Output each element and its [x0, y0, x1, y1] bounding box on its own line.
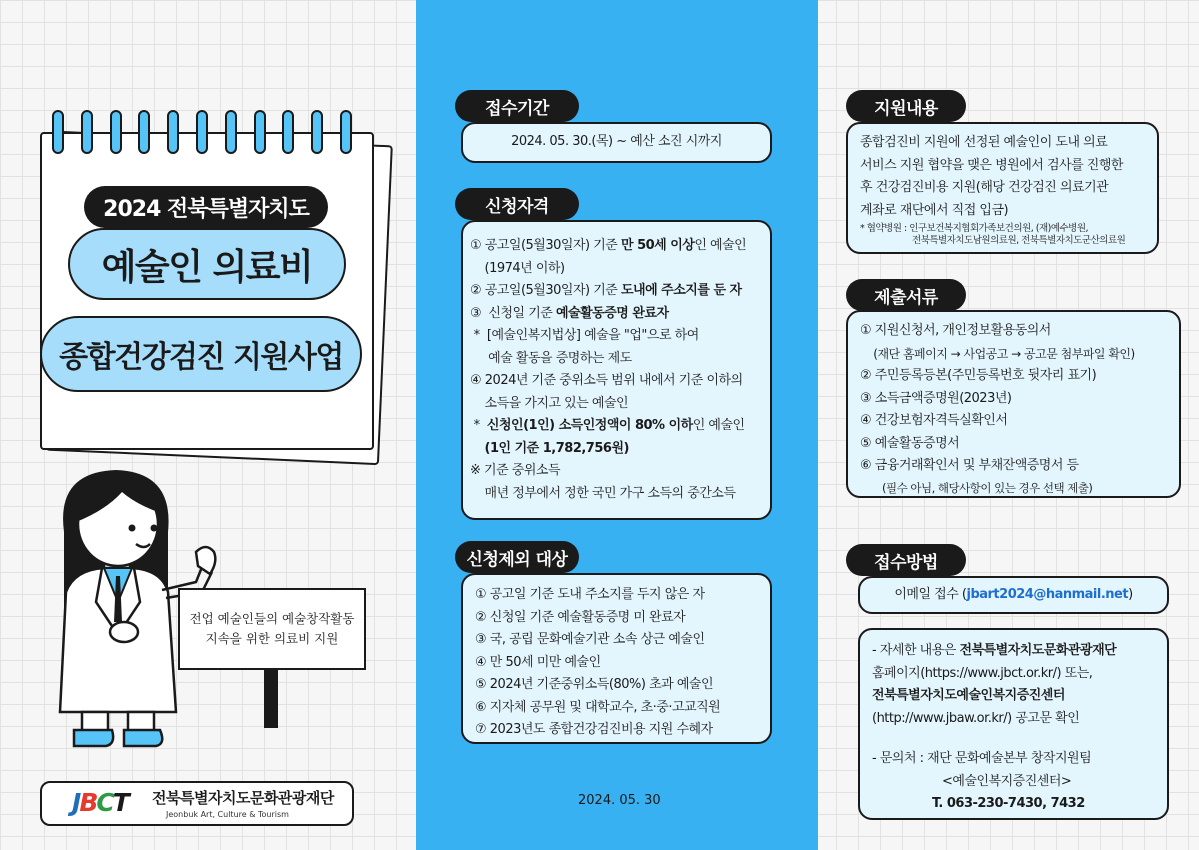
sign-line1: 전업 예술인들의 예술창작활동 [189, 611, 355, 626]
contact-center-name: 전북특별자치도예술인복지증진센터 [872, 688, 1065, 703]
reception-period-text: 2024. 05. 30.(목) ~ 예산 소진 시까지 [511, 134, 722, 150]
cover-title-line1: 예술인 의료비 [68, 228, 346, 300]
ring-icon [340, 110, 352, 154]
eligibility-text: ③ 신청일 기준 [470, 305, 556, 321]
support-header: 지원내용 [846, 90, 966, 122]
eligibility-text: * [470, 418, 487, 433]
exclusion-item: ⑦ 2023년도 종합건강검진비용 지원 수혜자 [475, 722, 713, 737]
eligibility-text: * [예술인복지법상] 예술을 "업"으로 하여 [470, 328, 699, 343]
method-header: 접수방법 [846, 544, 966, 576]
reception-period-box [461, 122, 772, 163]
calendar-rings [52, 110, 352, 156]
eligibility-text: (1974년 이하) [470, 260, 565, 276]
ring-icon [282, 110, 294, 154]
exclusion-item: ② 신청일 기준 예술활동증명 미 완료자 [475, 609, 686, 625]
eligibility-text: ④ 2024년 기준 중위소득 범위 내에서 기준 이하의 [470, 373, 743, 388]
eligibility-emphasis: 만 50세 이상 [620, 238, 695, 253]
support-box [846, 122, 1159, 254]
method-suffix: ) [1128, 586, 1133, 602]
exclusions-box [461, 573, 772, 744]
contact-line1-prefix: - 자세한 내용은 [872, 643, 960, 658]
document-item: ③ 소득금액증명원(2023년) [860, 390, 1012, 406]
organization-english-name: Jeonbuk Art, Culture & Tourism [166, 810, 289, 819]
documents-note: (필수 아님, 해당사항이 있는 경우 선택 제출) [882, 480, 1093, 495]
eligibility-line [470, 438, 770, 461]
eligibility-line [470, 348, 770, 371]
exclusion-item: ① 공고일 기준 도내 주소지를 두지 않은 자 [475, 587, 705, 602]
document-item: ⑤ 예술활동증명서 [860, 435, 960, 451]
eligibility-line [470, 325, 770, 348]
ring-icon [167, 110, 179, 154]
ring-icon [311, 110, 323, 154]
eligibility-text: 매년 정부에서 정한 국민 가구 소득의 중간소득 [470, 485, 736, 501]
eligibility-text: ※ 기준 중위소득 [470, 463, 561, 478]
support-line: 계좌로 재단에서 직접 입금) [860, 202, 1009, 218]
eligibility-line [470, 460, 770, 483]
ring-icon [81, 110, 93, 154]
method-email-link[interactable]: jbart2024@hanmail.net [966, 586, 1129, 602]
eligibility-line [470, 258, 770, 281]
ring-icon [110, 110, 122, 154]
exclusions-header: 신청제외 대상 [455, 541, 579, 573]
document-item: ② 주민등록등본(주민등록번호 뒷자리 표기) [860, 368, 1097, 383]
document-item: ④ 건강보험자격득실확인서 [860, 413, 1008, 428]
contact-inquiry: - 문의처 : 재단 문화예술본부 창작지원팀 [872, 751, 1092, 766]
document-item: ① 지원신청서, 개인정보활용동의서 [860, 323, 1051, 338]
eligibility-text [470, 441, 485, 456]
support-note1: * 협약병원 : 인구보건복지협회가족보건의원, (재)예수병원, [860, 223, 1089, 234]
contact-phone: T. 063-230-7430, 7432 [932, 796, 1085, 811]
exclusion-item: ⑥ 지자체 공무원 및 대학교수, 초·중·고교직원 [475, 699, 721, 715]
sign-board [178, 588, 366, 670]
contact-box [858, 628, 1169, 820]
ring-icon [254, 110, 266, 154]
eligibility-box [461, 220, 772, 520]
eligibility-text: ② 공고일(5월30일자) 기준 [470, 283, 621, 298]
ring-icon [196, 110, 208, 154]
eligibility-text: 소득을 가지고 있는 예술인 [470, 395, 629, 411]
exclusion-item: ③ 국, 공립 문화예술기관 소속 상근 예술인 [475, 632, 705, 647]
eligibility-line [470, 303, 770, 326]
document-item: ⑥ 금융거래확인서 및 부채잔액증명서 등 [860, 458, 1079, 473]
publication-date: 2024. 05. 30 [578, 793, 661, 808]
method-box [858, 576, 1169, 614]
eligibility-line [470, 483, 770, 506]
logo-mark-icon: JBCT [72, 788, 128, 817]
support-line: 종합검진비 지원에 선정된 예술인이 도내 의료 [860, 135, 1108, 150]
cover-title-line2: 종합건강검진 지원사업 [40, 316, 362, 392]
documents-header: 제출서류 [846, 279, 966, 311]
ring-icon [52, 110, 64, 154]
eligibility-emphasis: 신청인(1인) 소득인정액이 80% 이하 [486, 418, 693, 433]
eligibility-emphasis: 도내에 주소지를 둔 자 [620, 283, 742, 298]
contact-homepage[interactable]: 홈페이지(https://www.jbct.or.kr/) 또는, [872, 665, 1093, 681]
documents-box [846, 310, 1181, 498]
ring-icon [225, 110, 237, 154]
eligibility-line [470, 393, 770, 416]
eligibility-line [470, 280, 770, 303]
eligibility-text: 인 예술인 [694, 238, 747, 253]
eligibility-line [470, 415, 770, 438]
exclusion-item: ⑤ 2024년 기준중위소득(80%) 초과 예술인 [475, 677, 714, 692]
support-note2: 전북특별자치도남원의료원, 전북특별자치도군산의료원 [912, 235, 1126, 246]
ring-icon [138, 110, 150, 154]
contact-center-homepage[interactable]: (http://www.jbaw.or.kr/) 공고문 확인 [872, 710, 1080, 726]
exclusion-item: ④ 만 50세 미만 예술인 [475, 654, 601, 670]
sign-line2: 지속을 위한 의료비 지원 [205, 631, 339, 646]
contact-foundation-name: 전북특별자치도문화관광재단 [959, 643, 1117, 658]
eligibility-line [470, 370, 770, 393]
eligibility-line [470, 235, 770, 258]
method-prefix: 이메일 접수 ( [894, 586, 967, 602]
eligibility-text: 예술 활동을 증명하는 제도 [470, 350, 632, 366]
reception-period-header: 접수기간 [455, 90, 579, 122]
eligibility-header: 신청자격 [455, 188, 579, 220]
support-line: 서비스 지원 협약을 맺은 병원에서 검사를 진행한 [860, 157, 1123, 173]
eligibility-emphasis: (1인 기준 1,782,756원) [484, 440, 629, 456]
support-line: 후 건강검진비용 지원(해당 건강검진 의료기관 [860, 180, 1109, 195]
sign-post [264, 670, 278, 728]
contact-center-label: <예술인복지증진센터> [942, 773, 1072, 789]
organization-name: 전북특별자치도문화관광재단 [152, 789, 334, 807]
eligibility-text: ① 공고일(5월30일자) 기준 [470, 238, 621, 253]
eligibility-emphasis: 예술활동증명 완료자 [555, 305, 669, 321]
eligibility-text: 인 예술인 [692, 418, 745, 433]
document-item: (재단 홈페이지 → 사업공고 → 공고문 첨부파일 확인) [860, 346, 1135, 361]
cover-year-region: 2024 전북특별자치도 [84, 186, 328, 228]
